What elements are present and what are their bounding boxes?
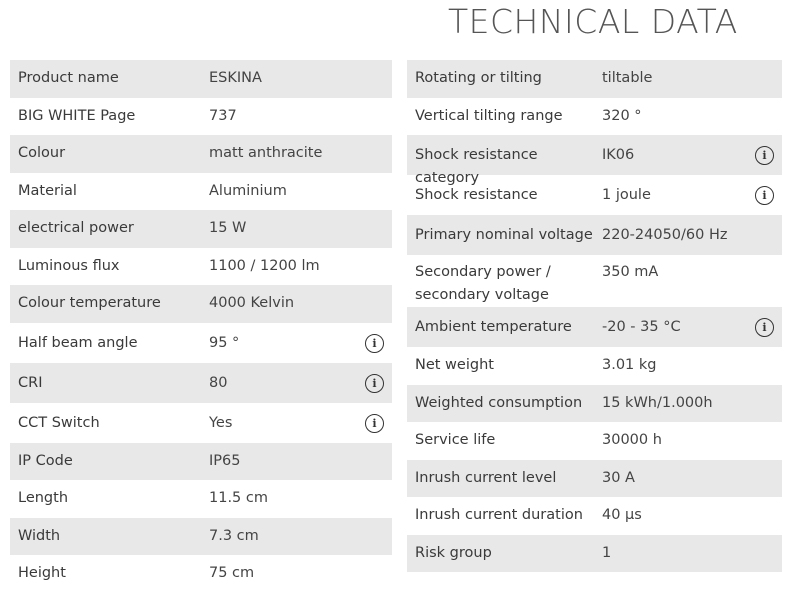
table-row — [10, 285, 392, 323]
info-icon[interactable]: i — [755, 318, 774, 337]
right-data-table — [407, 60, 782, 572]
row-label: Inrush current duration — [415, 507, 583, 523]
table-row — [407, 135, 782, 186]
row-value: tiltable — [602, 70, 653, 86]
info-icon[interactable]: i — [365, 374, 384, 393]
table-row — [10, 98, 392, 136]
row-value: ESKINA — [209, 70, 262, 86]
table-row — [407, 98, 782, 136]
row-label: Width — [18, 527, 61, 544]
table-row — [10, 443, 392, 481]
table-row — [10, 210, 392, 248]
row-value: IP65 — [209, 452, 241, 469]
table-row — [407, 347, 782, 385]
row-value: 15 kWh/1.000h — [602, 394, 713, 411]
table-row — [10, 173, 392, 211]
row-label: BIG WHITE Page — [18, 107, 136, 124]
table-row — [10, 248, 392, 286]
table-row — [10, 518, 392, 556]
row-value: 40 µs — [602, 507, 642, 523]
row-label: Material — [18, 182, 77, 199]
row-value: 15 W — [209, 220, 247, 236]
row-label: Rotating or tilting — [415, 70, 542, 86]
row-value: 7.3 cm — [209, 527, 259, 544]
row-label: Height — [18, 565, 66, 581]
row-value: matt anthracite — [209, 145, 323, 161]
table-row — [10, 480, 392, 518]
row-label: Vertical tilting range — [415, 107, 563, 124]
row-value: 75 cm — [209, 565, 255, 581]
row-value: 30000 h — [602, 432, 662, 448]
row-label: Shock resistance category — [415, 147, 538, 186]
table-row — [407, 535, 782, 573]
row-value: 30 A — [602, 469, 635, 486]
table-row — [407, 460, 782, 498]
row-label: Risk group — [415, 544, 492, 561]
table-row — [407, 307, 782, 347]
row-label: Luminous flux — [18, 257, 120, 274]
row-label: CCT Switch — [18, 414, 100, 431]
row-value: 80 — [209, 374, 228, 391]
row-value: 350 mA — [602, 264, 659, 280]
info-icon[interactable]: i — [755, 146, 774, 165]
page-title: TECHNICAL DATA — [448, 2, 738, 41]
table-row — [10, 135, 392, 173]
row-value: -20 - 35 °C — [602, 319, 681, 335]
row-value: 320 ° — [602, 107, 642, 124]
row-label: Colour — [18, 145, 66, 161]
row-value: 3.01 kg — [602, 357, 657, 373]
table-row — [407, 385, 782, 423]
table-row — [407, 175, 782, 215]
row-label: Primary nominal voltage — [415, 227, 593, 243]
table-row — [407, 215, 782, 255]
row-value: 1 joule — [602, 187, 651, 203]
row-value: 4000 Kelvin — [209, 295, 295, 311]
table-row — [10, 403, 392, 443]
table-row — [10, 60, 392, 98]
table-row — [407, 255, 782, 307]
row-label: Inrush current level — [415, 469, 557, 486]
row-label: Weighted consumption — [415, 394, 583, 411]
row-label: Product name — [18, 70, 119, 86]
row-label: Colour temperature — [18, 295, 161, 311]
row-label: Ambient temperature — [415, 319, 572, 335]
row-label: Half beam angle — [18, 334, 138, 351]
row-value: Aluminium — [209, 182, 287, 199]
table-row — [10, 323, 392, 363]
row-value: 11.5 cm — [209, 490, 268, 506]
table-row — [407, 497, 782, 535]
info-icon[interactable]: i — [365, 334, 384, 353]
row-value: 220-24050/60 Hz — [602, 227, 728, 243]
row-label: Net weight — [415, 357, 494, 373]
row-value: Yes — [209, 414, 233, 431]
row-label: Shock resistance — [415, 187, 538, 203]
row-value: IK06 — [602, 147, 635, 163]
row-label: Secondary power / secondary voltage — [415, 264, 551, 303]
table-row — [407, 422, 782, 460]
row-value: 737 — [209, 107, 237, 124]
left-data-table — [10, 60, 392, 593]
row-label: Length — [18, 490, 69, 506]
table-row — [10, 555, 392, 593]
row-label: electrical power — [18, 220, 134, 236]
table-row — [10, 363, 392, 403]
row-label: Service life — [415, 432, 496, 448]
row-label: CRI — [18, 374, 43, 391]
table-row — [407, 60, 782, 98]
row-value: 1 — [602, 544, 612, 561]
info-icon[interactable]: i — [365, 414, 384, 433]
row-value: 95 ° — [209, 334, 240, 351]
row-value: 1100 / 1200 lm — [209, 257, 320, 274]
row-label: IP Code — [18, 452, 73, 469]
info-icon[interactable]: i — [755, 186, 774, 205]
